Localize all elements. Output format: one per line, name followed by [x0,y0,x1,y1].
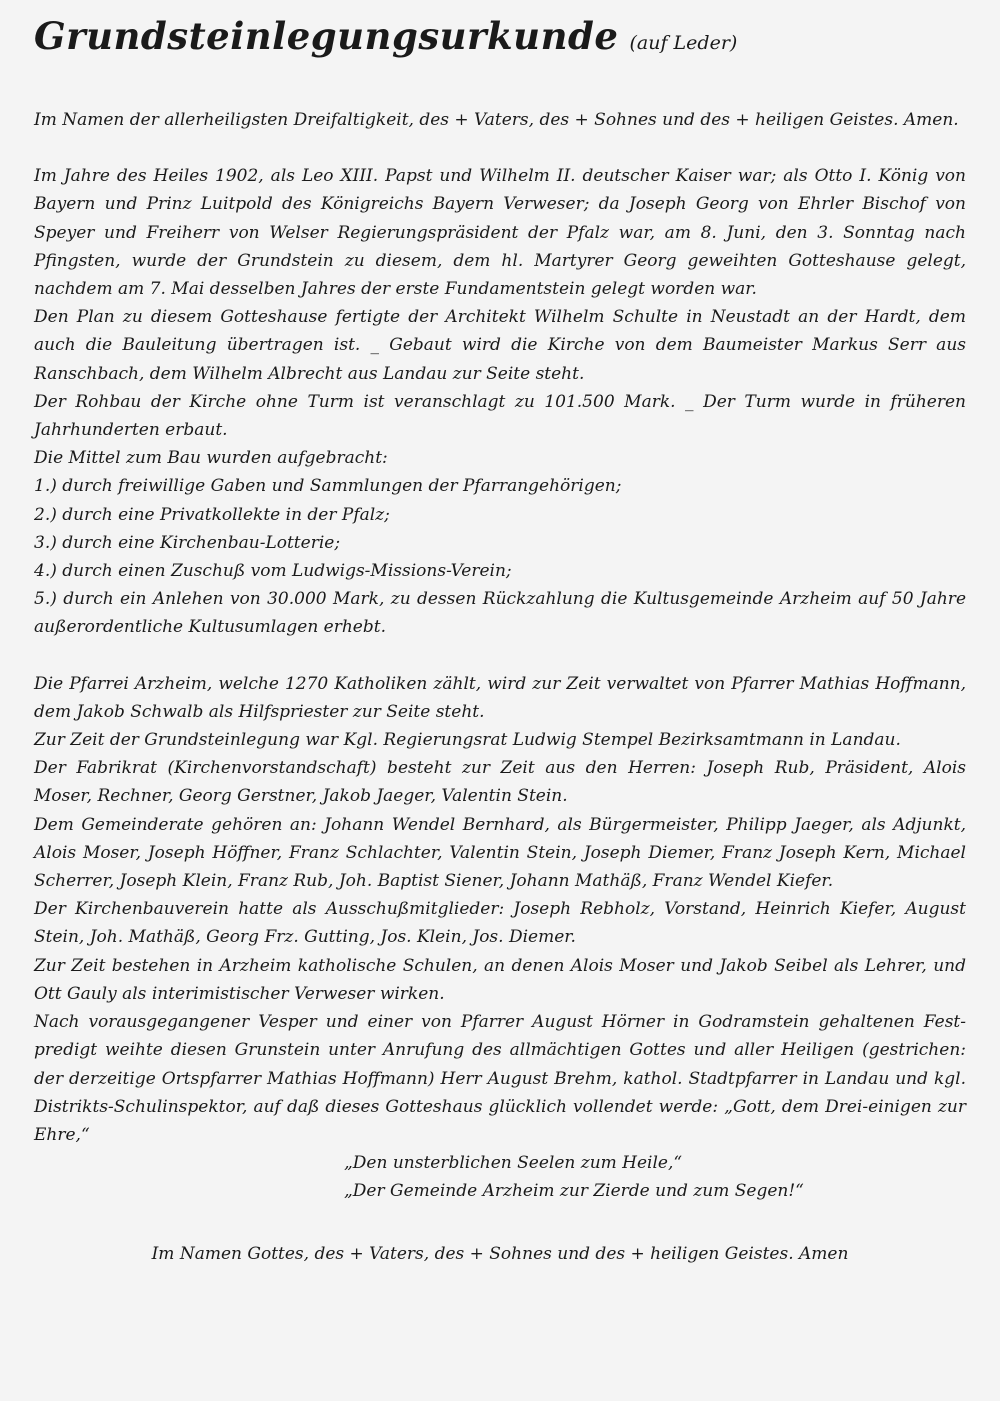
funding-intro: Die Mittel zum Bau wurden aufgebracht: [34,448,388,469]
document-body [34,106,966,1149]
plan-paragraph: Den Plan zu diesem Gotteshause fertigte der Architekt Wilhelm Schulte in Neustadt an der Hardt, dem auch die Bauleitung übertragen ist. _ Gebaut wird die Kirche von dem Baumeister Markus Serr aus Ranschbach, dem Wilhelm Albrecht aus Landau zur Seite steht. [34,307,966,384]
building-association-paragraph: Der Kirchenbauverein hatte als Ausschußmitglieder: Joseph Rebholz, Vorstand, Heinrich Kiefer, August Stein, Joh. Mathäß, Georg Frz. Gutting, Jos. Klein, Jos. Diemer. [34,899,966,948]
funding-item: 4.) durch einen Zuschuß vom Ludwigs-Missions-Verein; [34,561,512,582]
funding-item: 1.) durch freiwillige Gaben und Sammlungen der Pfarrangehörigen; [34,476,622,497]
cost-paragraph: Der Rohbau der Kirche ohne Turm ist veranschlagt zu 101.500 Mark. _ Der Turm wurde in früheren Jahrhunderten erbaut. [34,391,966,441]
official-paragraph: Zur Zeit der Grundsteinlegung war Kgl. Regierungsrat Ludwig Stempel Bezirksamtmann in Landau. [34,730,901,751]
paragraph-gap [34,642,966,670]
dedication-quotes [34,1149,966,1205]
consecration-paragraph: Nach vorausgegangener Vesper und einer von Pfarrer August Hörner in Godramstein gehaltenen Fest-predigt weihte diesen Grunstein unter Anrufung des allmächtigen Gottes und aller Heiligen (gestrichen: der derzeitige Ortspfarrer Mathias Hoffmann) Herr August Brehm, kathol. Stadtpfarrer in Landau und kgl. Distrikts-Schulinspektor, auf daß dieses Gotteshaus glücklich vollendet werde: „Gott, dem Drei-einigen zur Ehre,“ [34,1012,966,1145]
schools-paragraph: Zur Zeit bestehen in Arzheim katholische Schulen, an denen Alois Moser und Jakob Seibel als Lehrer, und Ott Gauly als interimistischer Verweser wirken. [34,955,966,1004]
funding-item: 3.) durch eine Kirchenbau-Lotterie; [34,532,341,553]
funding-item: 2.) durch eine Privatkollekte in der Pfalz; [34,504,390,525]
document-title: Grundsteinlegungsurkunde [34,14,619,58]
dedication-quote: „Den unsterblichen Seelen zum Heile,“ [344,1153,683,1174]
title-line [34,14,966,58]
document-subtitle: (auf Leder) [629,32,738,54]
council-paragraph: Dem Gemeinderate gehören an: Johann Wendel Bernhard, als Bürgermeister, Philipp Jaeger, als Adjunkt, Alois Moser, Joseph Höffner, Franz Schlachter, Valentin Stein, Joseph Diemer, Franz Joseph Kern, Michael Scherrer, Joseph Klein, Franz Rub, Joh. Baptist Siener, Johann Mathäß, Franz Wendel Kiefer. [34,814,966,892]
dedication-quote: „Der Gemeinde Arzheim zur Zierde und zum Segen!“ [344,1181,804,1202]
fabrikrat-paragraph: Der Fabrikrat (Kirchenvorstandschaft) besteht zur Zeit aus den Herren: Joseph Rub, Präsident, Alois Moser, Rechner, Georg Gerstner, Jakob Jaeger, Valentin Stein. [34,758,966,807]
history-paragraph: Im Jahre des Heiles 1902, als Leo XIII. Papst und Wilhelm II. deutscher Kaiser war; als Otto I. König von Bayern und Prinz Luitpold des Königreichs Bayern Verweser; da Joseph Georg von Ehrler Bischof von Speyer und Freiherr von Welser Regierungspräsident der Pfalz war, am 8. Juni, den 3. Sonntag nach Pfingsten, wurde der Grundstein zu diesem, dem hl. Martyrer Georg geweihten Gotteshause gelegt, nachdem am 7. Mai desselben Jahres der erste Fundamentstein gelegt worden war. [34,166,966,300]
invocation-paragraph: Im Namen der allerheiligsten Dreifaltigkeit, des + Vaters, des + Sohnes und des + heiligen Geistes. Amen. [34,110,959,130]
funding-item: 5.) durch ein Anlehen von 30.000 Mark, zu dessen Rückzahlung die Kultusgemeinde Arzheim auf 50 Jahre außerordentliche Kultusumlagen erhebt. [34,589,966,638]
paragraph-gap [34,134,966,162]
closing-invocation: Im Namen Gottes, des + Vaters, des + Sohnes und des + heiligen Geistes. Amen [151,1243,849,1264]
parish-paragraph: Die Pfarrei Arzheim, welche 1270 Katholiken zählt, wird zur Zeit verwaltet von Pfarrer Mathias Hoffmann, dem Jakob Schwalb als Hilfspriester zur Seite steht. [34,673,966,722]
